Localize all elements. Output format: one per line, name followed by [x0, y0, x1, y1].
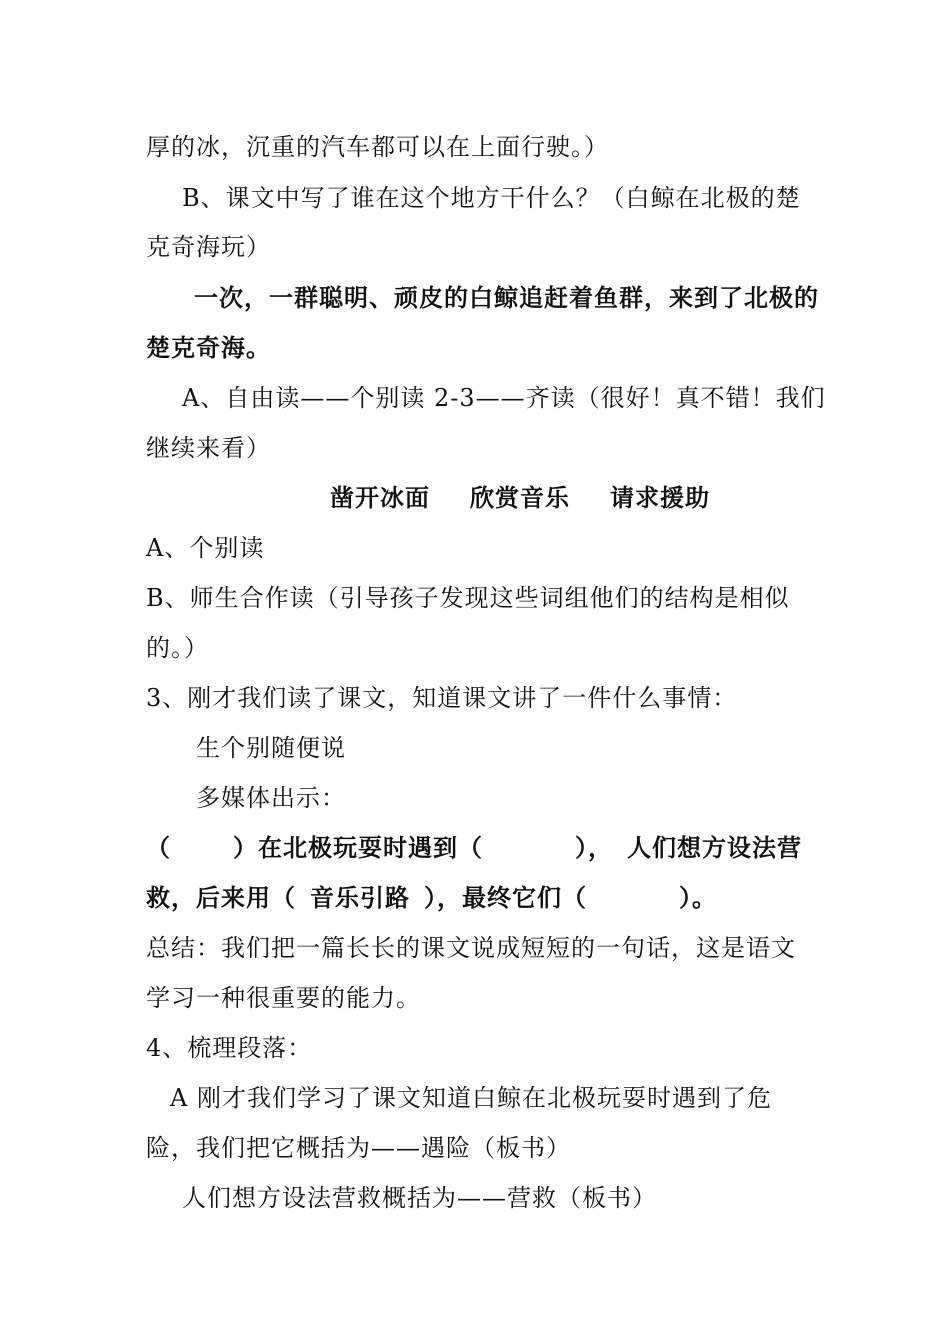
fill-answer: 音乐引路	[310, 884, 410, 912]
fill-in-line-2	[146, 882, 826, 914]
text-line: 的。）	[146, 634, 209, 662]
text-line: 厚的冰，沉重的汽车都可以在上面行驶。）	[146, 133, 609, 161]
text-line: 生个别随便说	[196, 734, 346, 762]
summary-line: 总结：我们把一篇长长的课文说成短短的一句话，这是语文	[146, 934, 796, 962]
fill-text: 救，后来用（	[146, 884, 296, 912]
text-line: B、师生合作读（引导孩子发现这些词组他们的结构是相似	[146, 584, 790, 612]
vocab-word: 欣赏音乐	[470, 484, 570, 512]
fill-in-line-1	[146, 832, 826, 864]
text-line: 人们想方设法营救概括为——营救（板书）	[182, 1184, 657, 1212]
question-b-line: B、课文中写了谁在这个地方干什么？（白鲸在北极的楚	[182, 184, 801, 212]
text-line: 继续来看）	[146, 434, 271, 462]
text-line: 克奇海玩）	[146, 233, 271, 261]
fill-text: （	[146, 834, 171, 862]
reading-steps-line: A、自由读——个别读 2-3——齐读（很好！真不错！我们	[182, 384, 826, 412]
text-line: 险，我们把它概括为——遇险（板书）	[146, 1134, 571, 1162]
text-line: 多媒体出示：	[196, 784, 346, 812]
text-line: A 刚才我们学习了课文知道白鲸在北极玩耍时遇到了危	[170, 1084, 772, 1112]
bold-sentence-line: 一次，一群聪明、顽皮的白鲸追赶着鱼群，来到了北极的	[194, 284, 819, 312]
fill-text: ）在北极玩耍时遇到（	[233, 834, 483, 862]
vocab-word: 凿开冰面	[330, 484, 430, 512]
text-line: 学习一种很重要的能力。	[146, 984, 421, 1012]
fill-text: ），最终它们（	[424, 884, 587, 912]
step-4-heading: 4、梳理段落：	[146, 1034, 313, 1062]
fill-text: 人们想方设法营	[627, 834, 802, 862]
text-line: A、个别读	[146, 534, 265, 562]
bold-sentence-line: 楚克奇海。	[146, 334, 271, 362]
vocab-word: 请求援助	[610, 484, 710, 512]
step-3-heading: 3、刚才我们读了课文，知道课文讲了一件什么事情：	[146, 684, 738, 712]
vocabulary-words	[180, 482, 860, 514]
fill-text: ），	[575, 834, 613, 862]
fill-text: ）。	[679, 884, 717, 912]
